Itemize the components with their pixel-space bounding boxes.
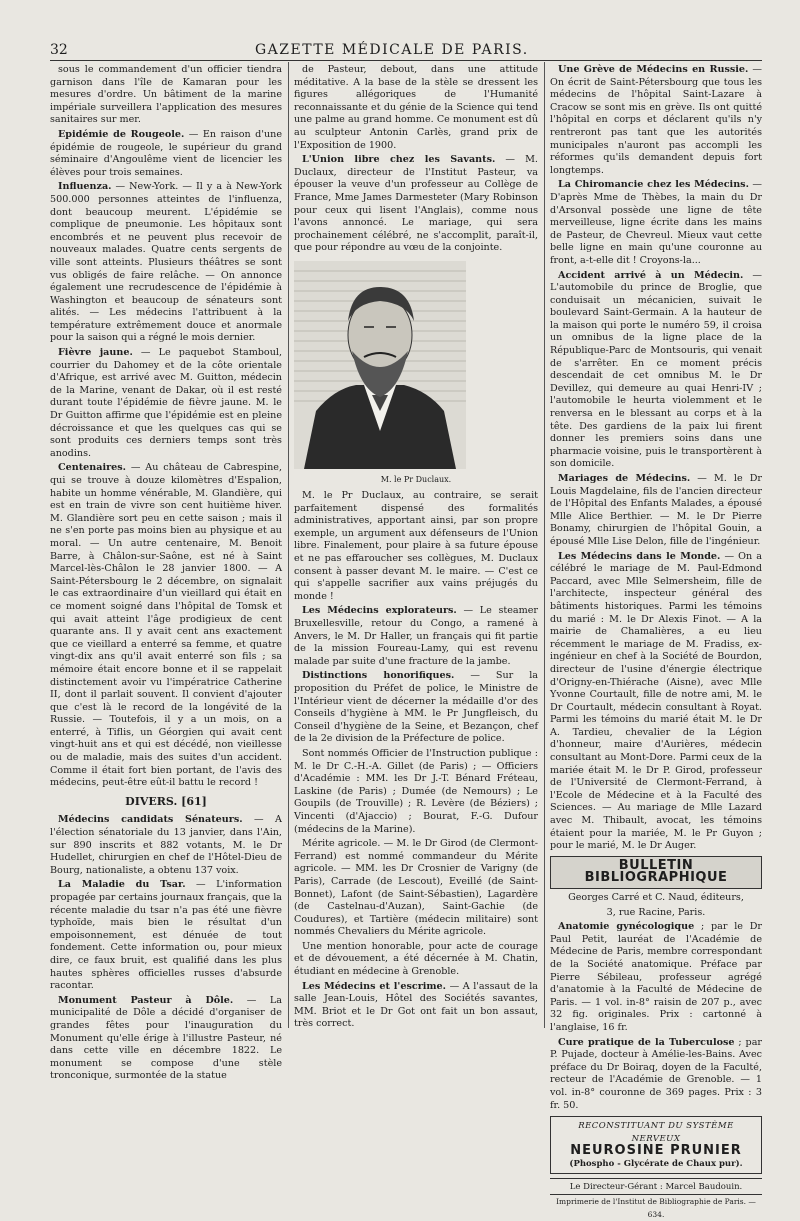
article-heading: Distinctions honorifiques.	[302, 670, 455, 682]
article-text: — M. le Dr Louis Magdelaine, fils de l'ancien directeur de l'Hôpital des Enfants Malades, a épousé Mlle Alice Berthier. — M. le Dr Pierre Bonamy, chirurgien de l'hôpital Gouin, a épousé Mlle Lise Delon, fille de l'ingénieur.	[550, 473, 762, 547]
ad-product-name: NEUROSINE PRUNIER	[570, 1143, 742, 1159]
portrait-caption: M. le Pr Duclaux.	[380, 474, 452, 484]
article-paragraph	[50, 879, 282, 992]
article-text: Sont nommés Officier de l'Instruction publique : M. le Dr C.-H.-A. Gillet (de Paris) ; — Officiers d'Académie : MM. les Dr J.-T. Bénard Fréteau, Laskine (de Paris) ; Dumée (de Nemours) ; Le Goupils (de Trouville) ; R. Levère (de Béziers) ; Vincenti (d'Ajaccio) ; Bourat, F.-G. Dufour (médecins de la Marine).	[294, 747, 538, 835]
article-paragraph	[294, 490, 538, 603]
article-heading: L'Union libre chez les Savants.	[302, 154, 496, 166]
article-paragraph	[294, 670, 538, 746]
article-heading: Monument Pasteur à Dôle.	[58, 994, 234, 1006]
article-text: — New-York. — Il y a à New-York 500.000 personnes atteintes de l'influenza, dont beaucoup meurent. L'épidémie se complique de pneumonie. Les hôpitaux sont encombrés et ne peuvent plus recevoir de nouveaux malades. Quatre cents sergents de ville sont atteints. Plusieurs théâtres se sont vus obligés de faire relâche. — On annonce également une recrudescence de l'épidémie à Washington et beaucoup de sénateurs sont alités. — Les médecins l'attribuent à la température extrêmement douce et anormale pour la saison qui a régné le mois dernier.	[50, 181, 282, 344]
article-text: — A l'assaut de la salle Jean-Louis, Hôtel des Sociétés savantes, MM. Briot et le Dr Got ont fait un bon assaut, très correct.	[294, 980, 539, 1030]
page-header	[50, 42, 750, 60]
column-2-articles	[294, 64, 538, 255]
article-paragraph	[294, 941, 538, 979]
header-rule	[50, 60, 762, 61]
portrait-engraving	[294, 261, 466, 469]
ad-subtitle: (Phospho - Glycérate de Chaux pur).	[569, 1158, 743, 1169]
article-heading: Une Grève de Médecins en Russie.	[558, 64, 749, 75]
advertisement-box	[550, 1116, 762, 1174]
article-text: — M. Duclaux, directeur de l'Institut Pasteur, va épouser la veuve d'un professeur au Collège de France, Mme James Darmesteter (Mary Robinson pour ceux qui lisent l'Anglais), comme nous l'avons annoncé. Le mariage, qui sera prochainement célébré, ne s'accomplit, paraît-il, que pour répondre au vœu de la conjointe.	[294, 154, 538, 254]
article-paragraph	[550, 179, 762, 267]
article-paragraph	[50, 814, 282, 877]
article-text: Une mention honorable, pour acte de courage et de dévouement, a été décernée à M. Chatin, étudiant en médecine à Grenoble.	[294, 940, 538, 978]
column-divider	[288, 62, 289, 1028]
publisher-line: Georges Carré et C. Naud, éditeurs,	[568, 892, 744, 903]
article-heading: Mariages de Médecins.	[558, 473, 691, 484]
article-paragraph	[550, 64, 762, 177]
bibliography-entries	[550, 921, 762, 1112]
article-paragraph	[50, 347, 282, 460]
article-heading: Les Médecins explorateurs.	[302, 605, 457, 617]
article-heading: Accident arrivé à un Médecin.	[558, 269, 744, 281]
footer-imprimerie: Imprimerie de l'Institut de Bibliographie de Paris. — 634.	[550, 1194, 762, 1221]
footer-gerant: Le Directeur-Gérant : Marcel Baudouin.	[550, 1178, 762, 1194]
article-text: — D'après Mme de Thèbes, la main du Dr d'Arsonval possède une ligne de tête merveilleuse, ligne écrite dans les mains de Pasteur, de Chevreul. Mieux vaut cette belle ligne en main qu'une couronne au front, a-t-elle dit ! Croyons-la...	[550, 179, 762, 266]
article-text: — L'information propagée par certains journaux français, que la récente maladie du tsar n'a pas été une fièvre typhoïde, mais bien le résultat d'un empoisonnement, est dénuée de tout fondement. Cette information ou, pour mieux dire, ce faux bruit, est qualifié dans les plus hautes sphères officielles russes d'absurde racontar.	[50, 879, 282, 992]
column-1-divers-articles	[50, 814, 282, 1082]
article-heading: Anatomie gynécologique	[558, 921, 695, 933]
article-text: — A l'élection sénatoriale du 13 janvier, dans l'Ain, sur 890 inscrits et 882 votants, M. le Dr Hudellet, chirurgien en chef de l'Hôtel-Dieu de Bourg, nationaliste, a obtenu 137 voix.	[50, 814, 282, 876]
article-text: — On écrit de Saint-Pétersbourg que tous les médecins de l'hôpital Saint-Lazare à Cracow se sont mis en grève. Ils ont quitté l'hôpital en corps et déclarent qu'ils n'y rentreront pas tant que les autorités municipales n'auront pas accompli les réformes qu'ils demandent depuis fort longtemps.	[550, 64, 762, 176]
article-text: — La municipalité de Dôle a décidé d'organiser de grandes fêtes pour l'inauguration du Monument qu'elle érige à l'illustre Pasteur, né dans cette ville en décembre 1822. Le monument se compose d'une stèle tronconique, surmontée de la statue	[50, 994, 282, 1082]
article-paragraph	[294, 154, 538, 255]
article-text: ; par P. Pujade, docteur à Amélie-les-Bains. Avec préface du Dr Boiraq, doyen de la Faculté, recteur de l'Académie de Grenoble. — 1 vol. in-8° couronne de 369 pages. Prix : 3 fr. 50.	[550, 1036, 762, 1111]
article-paragraph	[50, 995, 282, 1083]
article-text: — En raison d'une épidémie de rougeole, le supérieur du grand séminaire d'Angoulême vient de licencier les élèves pour trois semaines.	[50, 128, 282, 178]
article-heading: Les Médecins et l'escrime.	[302, 980, 446, 992]
column-3-articles	[550, 64, 762, 853]
article-text: sous le commandement d'un officier tiendra garnison dans l'île de Kamaran pour les mesures d'ordre. Un bâtiment de la marine impériale surveillera l'application des mesures sanitaires sur mer.	[50, 64, 282, 126]
column-3	[550, 64, 762, 1219]
article-paragraph	[550, 551, 762, 853]
article-paragraph	[50, 64, 282, 127]
article-text: — On a célébré le mariage de M. Paul-Edmond Paccard, avec Mlle Selmersheim, fille de l'architecte, inspecteur général des bâtiments historiques. Parmi les témoins du marié : M. le Dr Alexis Finot. — A la mairie de Chamalières, a eu lieu récemment le mariage de M. Fradiss, ex-ingénieur en chef à la Société de Bourdon, directeur de l'usine d'énergie électrique d'Origny-en-Thiérache (Aisne), avec Mlle Yvonne Courtault, fille de notre ami, M. le Dr Courtault, médecin consultant à Royat. Parmi les témoins du marié était M. le Dr A. Tardieu, chevalier de la Légion d'honneur, maire d'Aurières, médecin consultant au Mont-Dore. Parmi ceux de la mariée était M. le Dr P. Girod, professeur de l'Université de Clermont-Ferrand, à l'Ecole de Médecine et à la Faculté des Sciences. — Au mariage de Mlle Lazard avec M. Thibault, avocat, les témoins étaient pour la mariée, M. le Pr Guyon ; pour le marié, M. le Dr Auger.	[550, 550, 762, 852]
article-paragraph	[294, 64, 538, 152]
column-divider	[544, 62, 545, 1028]
article-heading: Fièvre jaune.	[58, 347, 133, 359]
publisher-address: 3, rue Racine, Paris.	[606, 906, 706, 918]
article-heading: Médecins candidats Sénateurs.	[58, 814, 243, 826]
article-heading: La Chiromancie chez les Médecins.	[558, 179, 749, 191]
ad-tagline: RECONSTITUANT DU SYSTÈME NERVEUX	[578, 1121, 734, 1144]
article-text: M. le Pr Duclaux, au contraire, se serait parfaitement dispensé des formalités administratives, apportant ainsi, par son propre exemple, un argument aux défenseurs de l'Union libre. Finalement, pour plaire à sa future épouse et ne pas effaroucher ses collègues, M. Duclaux consent à passer devant M. le maire. — C'est ce qui s'appelle sacrifier aux vains préjugés du monde !	[294, 490, 538, 602]
article-paragraph	[294, 838, 538, 939]
journal-title: GAZETTE MÉDICALE DE PARIS.	[255, 42, 529, 58]
article-text: — L'automobile du prince de Broglie, que conduisait un mécanicien, suivait le boulevard Saint-Germain. A la hauteur de la maison qui porte le numéro 59, il croisa un omnibus de la ligne place de la République-Parc de Montsouris, qui venait de s'arrêter. En ce moment précis descendait de cet omnibus M. le Dr Devillez, qui demeure au quai Henri-IV ; l'automobile le heurta violemment et le renversa en le blessant au corps et à la tête. Des gardiens de la paix lui firent donner les premiers soins dans une pharmacie voisine, puis le transportèrent à son domicile.	[550, 269, 762, 470]
article-paragraph	[50, 181, 282, 345]
column-2-articles-continued	[294, 490, 538, 1031]
article-paragraph	[294, 981, 538, 1031]
article-paragraph	[50, 462, 282, 789]
article-heading: Influenza.	[58, 181, 112, 193]
article-text: de Pasteur, debout, dans une attitude méditative. A la base de la stèle se dressent les figures allégoriques de l'Humanité reconnaissante et du génie de la Science qui tend une palme au grand homme. Ce monument est dû au sculpteur Antonin Carlès, grand prix de l'Exposition de 1900.	[294, 64, 538, 151]
article-paragraph	[550, 473, 762, 549]
article-text: — Au château de Cabrespine, qui se trouve à douze kilomètres d'Espalion, habite un homme vénérable, M. Glandière, qui est en train de vivre son cent huitième hiver. M. Glandière sort peu en cette saison ; mais il ne s'en porte pas moins bien au physique et au moral. — Un autre centenaire, M. Benoit Barre, à Châlon-sur-Saône, est né à Saint Marcel-lès-Châlon le 28 janvier 1800. — A Saint-Pétersbourg le 2 décembre, on signalait le cas extraordinaire d'un vieillard qui était en ce moment soigné dans l'hôpital de Tomsk et qui avait atteint l'âge prodigieux de cent quarante ans. Il y avait cent ans exactement que ce vieillard a enterré sa femme, et quatre vingt-dix ans qu'il avait enterré son fils ; sa mémoire était encore bonne et il se rappelait distinctement avoir vu l'impératrice Catherine II, dont il parlait souvent. Il convient d'ajouter que c'est là le record de la longévité de la Russie. — Toutefois, il y a un mois, on a enterré, à Tiflis, un Géorgien qui avait cent vingt-huit ans et qui est décédé, non vieillesse ou de maladie, mais des suites d'un accident. Comme il était fort bien portant, de l'avis des médecins, peut-être eût-il battu le record !	[50, 462, 282, 789]
column-2	[294, 64, 539, 1030]
column-1-articles	[50, 64, 282, 790]
article-paragraph	[550, 270, 762, 472]
article-heading: Centenaires.	[58, 462, 126, 474]
page-number: 32	[50, 42, 68, 58]
article-heading: Epidémie de Rougeole.	[58, 128, 185, 140]
bulletin-bibliographique-heading: BULLETIN BIBLIOGRAPHIQUE	[550, 856, 762, 889]
section-heading-divers: DIVERS. [61]	[125, 794, 207, 808]
article-text: — Le paquebot Stamboul, courrier du Dahomey et de la côte orientale d'Afrique, est arrivé avec M. Guitton, médecin de la Marine, venant de Dakar, où il est resté durant toute l'épidémie de fièvre jaune. M. le Dr Guitton affirme que l'épidémie est en pleine décroissance et que les quelques cas qui se sont produits ces derniers temps sont très anodins.	[50, 347, 283, 459]
article-paragraph	[294, 605, 538, 668]
article-text: Mérite agricole. — M. le Dr Girod (de Clermont-Ferrand) est nommé commandeur du Mérite agricole. — MM. les Dr Crosnier de Varigny (de Paris), Carrade (de Lescout), Eveillé (de Saint-Bonnet), Lafont (de Saint-Sébastien), Lagardère (de Castelnau-d'Auzan), Saint-Gachie (de Coudures), et Tartière (médecin militaire) sont nommés Chevaliers du Mérite agricole.	[294, 838, 538, 938]
article-paragraph	[550, 1037, 762, 1113]
article-text: — Sur la proposition du Préfet de police, le Ministre de l'Intérieur vient de décerner la médaille d'or des Conseils d'hygiène à MM. le Pr Jungfleisch, du Conseil d'hygiène de la Seine, et Bezançon, chef de la 2e division de la Préfecture de police.	[294, 670, 539, 745]
article-paragraph	[294, 748, 538, 836]
article-paragraph	[50, 129, 282, 179]
article-text: — Le steamer Bruxellesville, retour du Congo, a ramené à Anvers, le M. Dr Haller, un français qui fit partie de la mission Foureau-Lamy, qui est revenu malade par suite d'une fracture de la jambe.	[294, 605, 539, 667]
article-paragraph	[550, 921, 762, 1034]
column-1	[50, 64, 283, 1082]
article-heading: Les Médecins dans le Monde.	[558, 550, 721, 562]
article-text: ; par le Dr Paul Petit, lauréat de l'Académie de Médecine de Paris, membre correspondant de la Société anatomique. Préface par Pierre Sébileau, professeur agrégé d'anatomie à la Faculté de Médecine de Paris. — 1 vol. in-8° raisin de 207 p., avec 32 fig. originales. Prix : cartonné à l'anglaise, 16 fr.	[550, 921, 762, 1033]
article-heading: Cure pratique de la Tuberculose	[558, 1036, 735, 1048]
article-heading: La Maladie du Tsar.	[58, 879, 186, 891]
